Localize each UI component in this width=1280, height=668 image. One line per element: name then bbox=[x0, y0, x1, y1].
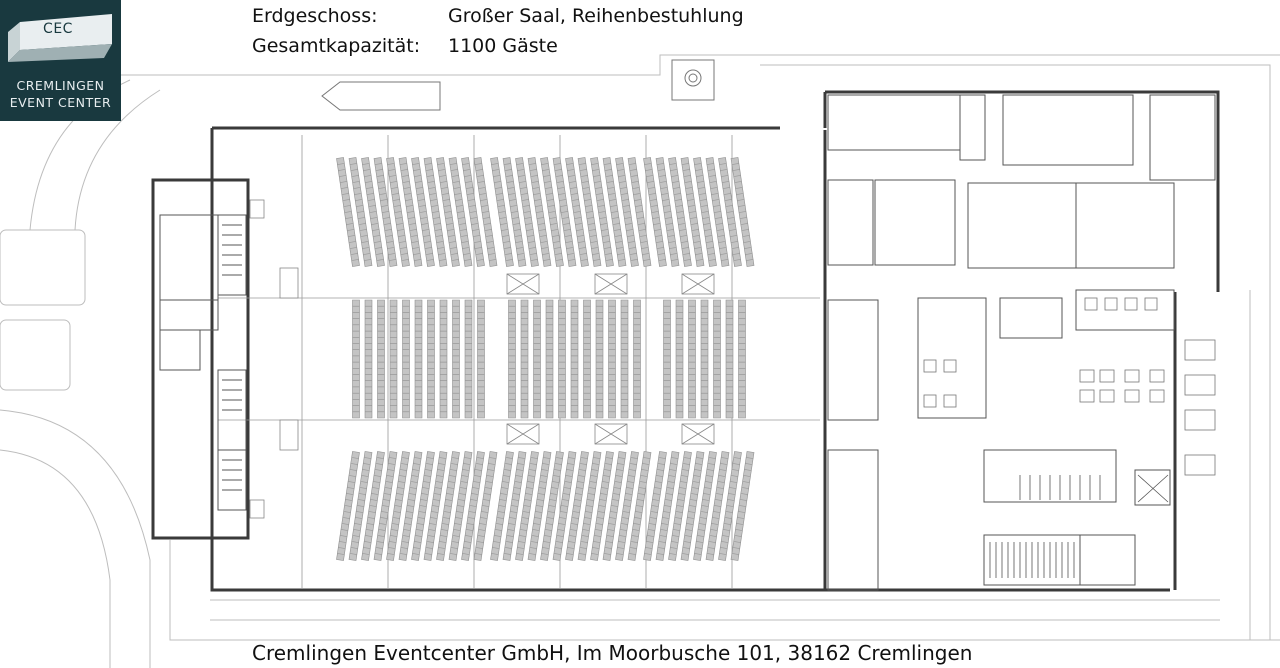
seat-row bbox=[559, 300, 566, 418]
seat-row bbox=[440, 300, 447, 418]
seat-row bbox=[689, 300, 696, 418]
floor-value: Großer Saal, Reihenbestuhlung bbox=[448, 5, 744, 27]
seat-row bbox=[453, 300, 460, 418]
seat-row bbox=[390, 300, 397, 418]
seating-rows bbox=[337, 158, 755, 561]
seat-row bbox=[546, 300, 553, 418]
seat-row bbox=[609, 300, 616, 418]
seat-row bbox=[403, 300, 410, 418]
seat-row bbox=[621, 300, 628, 418]
seat-row bbox=[353, 300, 360, 418]
seat-row bbox=[701, 300, 708, 418]
seat-row bbox=[634, 300, 641, 418]
cafe-tables bbox=[924, 298, 1215, 475]
seat-row bbox=[509, 300, 516, 418]
seat-row bbox=[664, 300, 671, 418]
seat-row bbox=[478, 300, 485, 418]
seat-row bbox=[584, 300, 591, 418]
stairs bbox=[990, 475, 1168, 578]
seat-row bbox=[571, 300, 578, 418]
logo bbox=[0, 0, 121, 121]
seat-row bbox=[534, 300, 541, 418]
entrance-canopy bbox=[322, 60, 714, 110]
seat-row bbox=[714, 300, 721, 418]
footer-address: Cremlingen Eventcenter GmbH, Im Moorbusche 101, 38162 Cremlingen bbox=[252, 641, 973, 665]
seat-row bbox=[428, 300, 435, 418]
logo-line-2: EVENT CENTER bbox=[9, 95, 112, 110]
seat-row bbox=[378, 300, 385, 418]
service-rooms bbox=[828, 95, 1215, 590]
capacity-value: 1100 Gäste bbox=[448, 35, 558, 57]
seat-row bbox=[365, 300, 372, 418]
logo-building-icon bbox=[4, 10, 116, 65]
seat-row bbox=[465, 300, 472, 418]
seat-row bbox=[596, 300, 603, 418]
left-wing bbox=[160, 215, 246, 510]
logo-line-1: CREMLINGEN bbox=[16, 78, 105, 93]
logo-mark-text: CEC bbox=[43, 21, 73, 37]
seat-row bbox=[415, 300, 422, 418]
floor-label: Erdgeschoss: bbox=[252, 5, 378, 27]
seat-row bbox=[676, 300, 683, 418]
capacity-label: Gesamtkapazität: bbox=[252, 35, 421, 57]
seat-row bbox=[521, 300, 528, 418]
seat-row bbox=[726, 300, 733, 418]
seat-row bbox=[739, 300, 746, 418]
